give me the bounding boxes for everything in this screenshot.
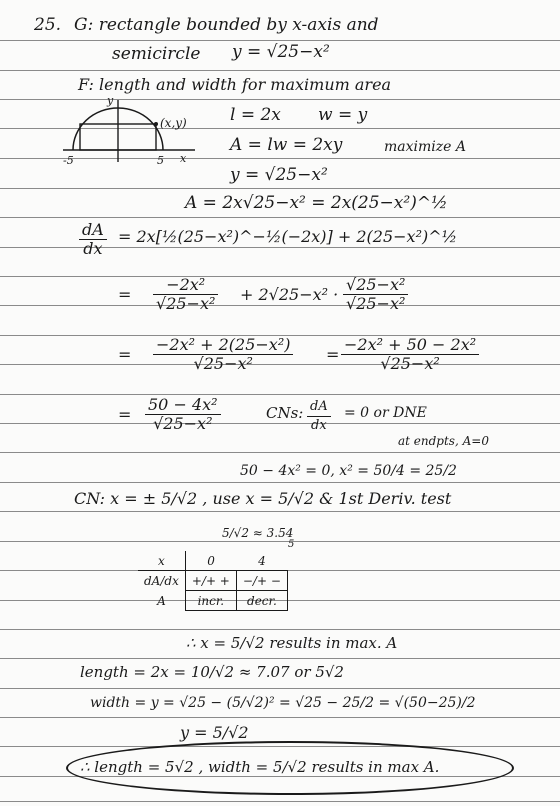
ruled-line bbox=[0, 717, 560, 718]
find-line: F: length and width for maximum area bbox=[78, 75, 392, 94]
point-label: (x,y) bbox=[160, 116, 187, 130]
width-result: y = 5/√2 bbox=[180, 723, 249, 742]
given-line-2: semicircle bbox=[112, 44, 201, 64]
sign-deriv-neg: −/+ − bbox=[236, 571, 287, 591]
sign-area-dec: decr. bbox=[236, 591, 287, 611]
step3-eq: = bbox=[118, 345, 132, 364]
area-substitution: A = 2x√25−x² = 2x(25−x²)^½ bbox=[185, 193, 448, 213]
solve-line: 50 − 4x² = 0, x² = 50/4 = 25/2 bbox=[240, 463, 457, 479]
sign-chart bbox=[138, 551, 288, 611]
step3-eq2: = bbox=[326, 345, 340, 364]
x-axis-label: x bbox=[180, 152, 187, 165]
ruled-line bbox=[0, 70, 560, 71]
cns-condition: = 0 or DNE bbox=[344, 405, 427, 421]
ruled-line bbox=[0, 423, 560, 424]
maximize-note: maximize A bbox=[384, 139, 466, 155]
ruled-line bbox=[0, 511, 560, 512]
conclusion-max: ∴ x = 5/√2 results in max. A bbox=[186, 634, 398, 652]
derivative-rhs: = 2x[½(25−x²)^−½(−2x)] + 2(25−x²)^½ bbox=[118, 227, 458, 246]
width-computation: width = y = √25 − (5/√2)² = √25 − 25/2 = √(50−25)/2 bbox=[90, 695, 476, 711]
ruled-line bbox=[0, 394, 560, 395]
ruled-line bbox=[0, 40, 560, 41]
final-answer: ∴ length = 5√2 , width = 5/√2 results in max A. bbox=[80, 758, 440, 776]
step3-frac1: $\frac{\text{−2x² + 2(25−x²)}}{\text{√25−x²}}$ bbox=[150, 336, 296, 373]
ruled-line bbox=[0, 452, 560, 453]
semicircle-sketch bbox=[55, 92, 205, 172]
cns-derivative: $\frac{dA}{dx}$ bbox=[304, 398, 334, 435]
given-equation: y = √25−x² bbox=[232, 42, 330, 62]
given-line-1: G: rectangle bounded by x-axis and bbox=[74, 15, 379, 35]
length-result: length = 2x = 10/√2 ≈ 7.07 or 5√2 bbox=[80, 663, 344, 681]
width-relation: w = y bbox=[318, 105, 368, 125]
ruled-line bbox=[0, 482, 560, 483]
step2-plus: + 2√25−x² · bbox=[240, 285, 339, 304]
corner-point bbox=[154, 122, 158, 126]
endpoints-note: at endpts, A=0 bbox=[398, 434, 489, 448]
ruled-line bbox=[0, 688, 560, 689]
derivative-lhs: $\frac{dA}{dx}$ bbox=[76, 221, 110, 258]
step2-frac1: $\frac{\text{−2x²}}{\text{√25−x²}}$ bbox=[150, 276, 221, 313]
problem-number: 25. bbox=[34, 15, 62, 35]
sign-col-x: x bbox=[138, 551, 185, 571]
ruled-line bbox=[0, 188, 560, 189]
tick-pos-5: 5 bbox=[157, 154, 164, 167]
sign-deriv-pos: +/+ + bbox=[185, 571, 236, 591]
sign-row-area: A bbox=[138, 591, 185, 611]
cns-label: CNs: bbox=[266, 404, 304, 422]
sign-area-inc: incr. bbox=[185, 591, 236, 611]
tick-neg-5: -5 bbox=[63, 154, 74, 167]
y-axis-label: y bbox=[107, 94, 114, 107]
ruled-line bbox=[0, 276, 560, 277]
approx-note: 5/√2 ≈ 3.54 bbox=[222, 526, 294, 540]
ruled-line bbox=[0, 629, 560, 630]
step2-eq: = bbox=[118, 285, 132, 304]
ruled-line bbox=[0, 658, 560, 659]
ruled-line bbox=[0, 305, 560, 306]
step4-eq: = bbox=[118, 405, 132, 424]
step3-frac2: $\frac{\text{−2x² + 50 − 2x²}}{\text{√25−x²}}$ bbox=[338, 336, 482, 373]
step2-frac2: $\frac{\text{√25−x²}}{\text{√25−x²}}$ bbox=[340, 276, 411, 313]
area-relation: A = lw = 2xy bbox=[230, 135, 343, 155]
length-relation: l = 2x bbox=[230, 105, 281, 125]
ruled-line bbox=[0, 801, 560, 802]
sign-col-0: 0 bbox=[185, 551, 236, 571]
ruled-line bbox=[0, 217, 560, 218]
sign-row-derivative: dA/dx bbox=[138, 571, 185, 591]
y-relation: y = √25−x² bbox=[230, 165, 328, 185]
sign-col-4: 4 bbox=[236, 551, 287, 571]
cn-line: CN: x = ± 5/√2 , use x = 5/√2 & 1st Deriv. test bbox=[74, 489, 452, 508]
step4-frac: $\frac{\text{50 − 4x²}}{\text{√25−x²}}$ bbox=[142, 396, 224, 433]
interval-end: 5 bbox=[288, 539, 295, 550]
